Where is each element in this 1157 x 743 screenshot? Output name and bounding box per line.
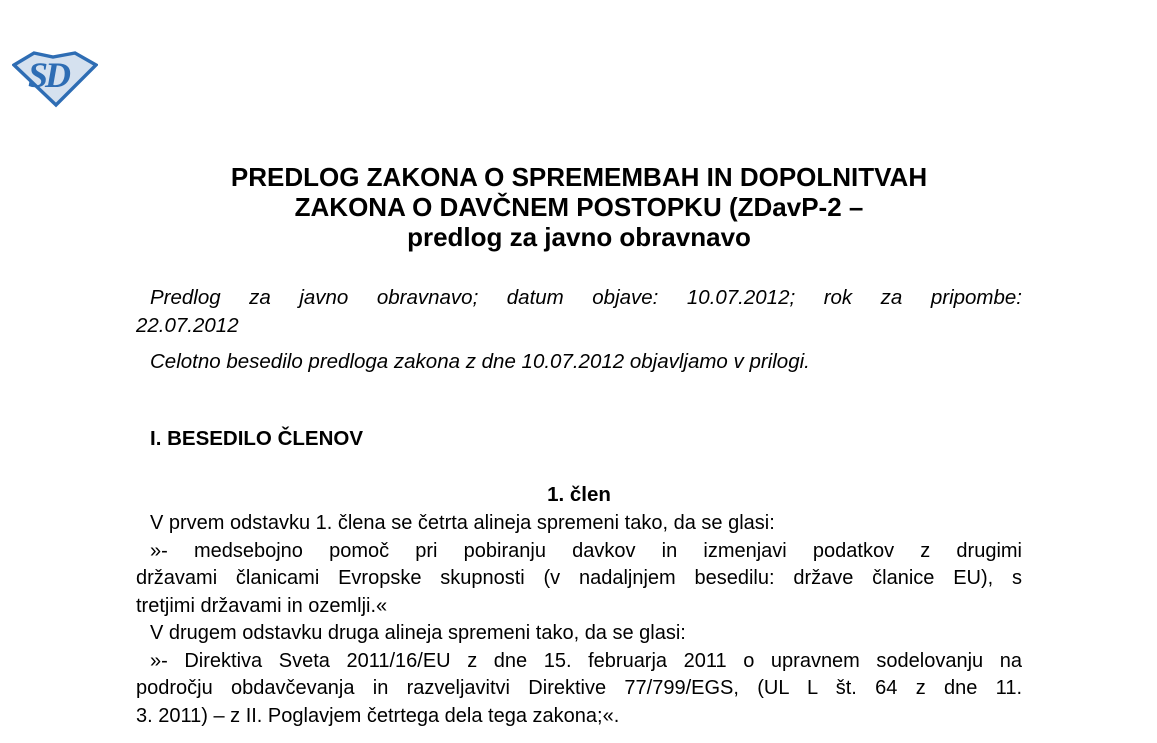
intro-paragraph [136, 284, 1022, 340]
text-line: 3. 2011) – z II. Poglavjem četrtega dela tega zakona;«. [136, 704, 620, 727]
title-line-2: ZAKONA O DAVČNEM POSTOPKU (ZDavP-2 – [294, 192, 864, 222]
title-line-3: predlog za javno obravnavo [407, 222, 751, 252]
attachment-note: Celotno besedilo predloga zakona z dne 10.07.2012 objavljamo v prilogi. [150, 350, 810, 373]
title-line-1: PREDLOG ZAKONA O SPREMEMBAH IN DOPOLNITVAH [230, 162, 928, 192]
text-line: področju obdavčevanja in razveljavitvi Direktive 77/799/EGS, (UL L št. 64 z dne 11. [136, 677, 1022, 699]
intro-line-1: Predlog za javno obravnavo; datum objave: 10.07.2012; rok za pripombe: [150, 286, 1022, 309]
section-heading: I. BESEDILO ČLENOV [150, 427, 363, 450]
article-heading: 1. člen [547, 483, 611, 506]
text-line: »- medsebojno pomoč pri pobiranju davkov in izmenjavi podatkov z drugimi [150, 539, 1022, 562]
intro-line-2: 22.07.2012 [136, 314, 239, 337]
text-line: V prvem odstavku 1. člena se četrta alineja spremeni tako, da se glasi: [150, 512, 775, 534]
logo-letters: SD [28, 55, 69, 95]
text-line: »- Direktiva Sveta 2011/16/EU z dne 15. februarja 2011 o upravnem sodelovanju na [150, 649, 1022, 672]
text-line: državami članicami Evropske skupnosti (v nadaljnjem besedilu: države članice EU), s [136, 567, 1022, 589]
article-body-text [136, 510, 1022, 730]
text-line: tretjimi državami in ozemlji.« [136, 594, 388, 617]
sd-logo-icon [12, 50, 98, 108]
document-title [136, 162, 1022, 252]
text-line: V drugem odstavku druga alineja spremeni tako, da se glasi: [150, 622, 686, 644]
